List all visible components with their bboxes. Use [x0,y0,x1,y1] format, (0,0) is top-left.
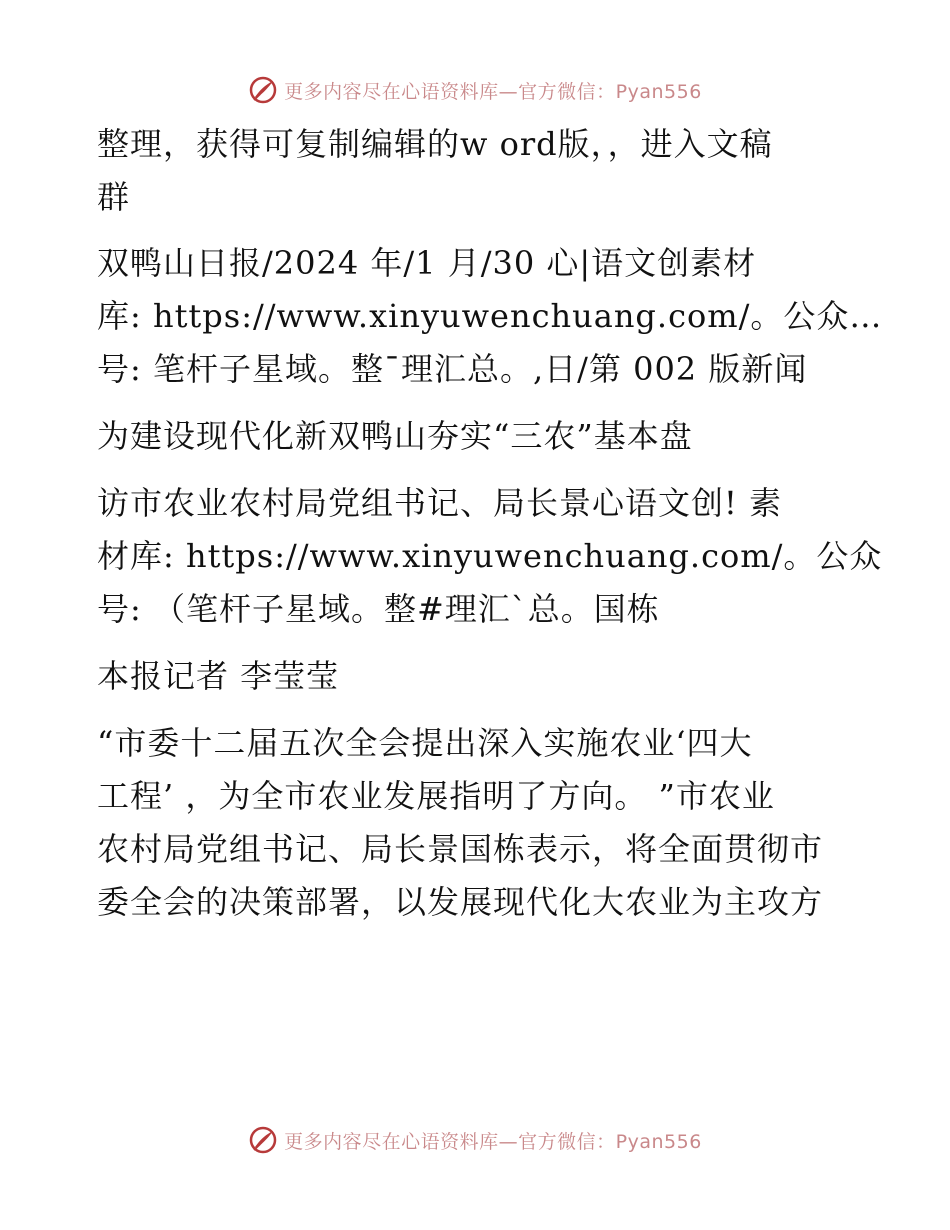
quill-pen-logo-icon [248,1125,278,1155]
paragraph-4-line-2: 工程’ ，为全市农业发展指明了方向。 ”市农业 [97,777,775,815]
paragraph-4-line-3: 农村局党组书记、局长景国栋表示，将全面贯彻市 [97,830,824,868]
article-headline: 为建设现代化新双鸭山夯实“三农”基本盘 [97,417,693,455]
paragraph-1-line-2: 群 [97,178,131,216]
paragraph-4 [97,717,857,929]
paragraph-3-line-1: 访市农业农村局党组书记、局长景心语文创! 素 [97,484,783,522]
header-banner [0,72,950,108]
paragraph-2-line-3: 号: 笔杆子星域。整¯理汇总。,日/第 002 版新闻 [97,350,808,388]
paragraph-4-line-1: “市委十二届五次全会提出深入实施农业‘四大 [97,724,753,762]
footer-banner-text: 更多内容尽在心语资料库—官方微信：Pyan556 [284,1130,702,1153]
paragraph-2-line-1: 双鸭山日报/2024 年/1 月/30 心|语文创素材 [97,244,757,282]
quill-pen-logo-icon [248,75,278,105]
paragraph-3-line-3: 号: （笔杆子星域。整#理汇`总。国栋 [97,590,660,628]
paragraph-2-line-2: 库: https://www.xinyuwenchuang.com/。公众… [97,297,883,335]
footer-banner [0,1122,950,1158]
paragraph-1-line-1: 整理，获得可复制编辑的w ord版，，进入文稿 [97,125,773,163]
document-body [97,118,883,929]
paragraph-3 [97,477,883,636]
header-banner-text: 更多内容尽在心语资料库—官方微信：Pyan556 [284,80,702,103]
paragraph-4-line-4: 委全会的决策部署，以发展现代化大农业为主攻方 [97,883,824,921]
paragraph-1 [97,118,857,224]
article-byline: 本报记者 李莹莹 [97,657,340,695]
paragraph-3-line-2: 材库: https://www.xinyuwenchuang.com/。公众 [97,537,883,575]
paragraph-2 [97,237,883,396]
